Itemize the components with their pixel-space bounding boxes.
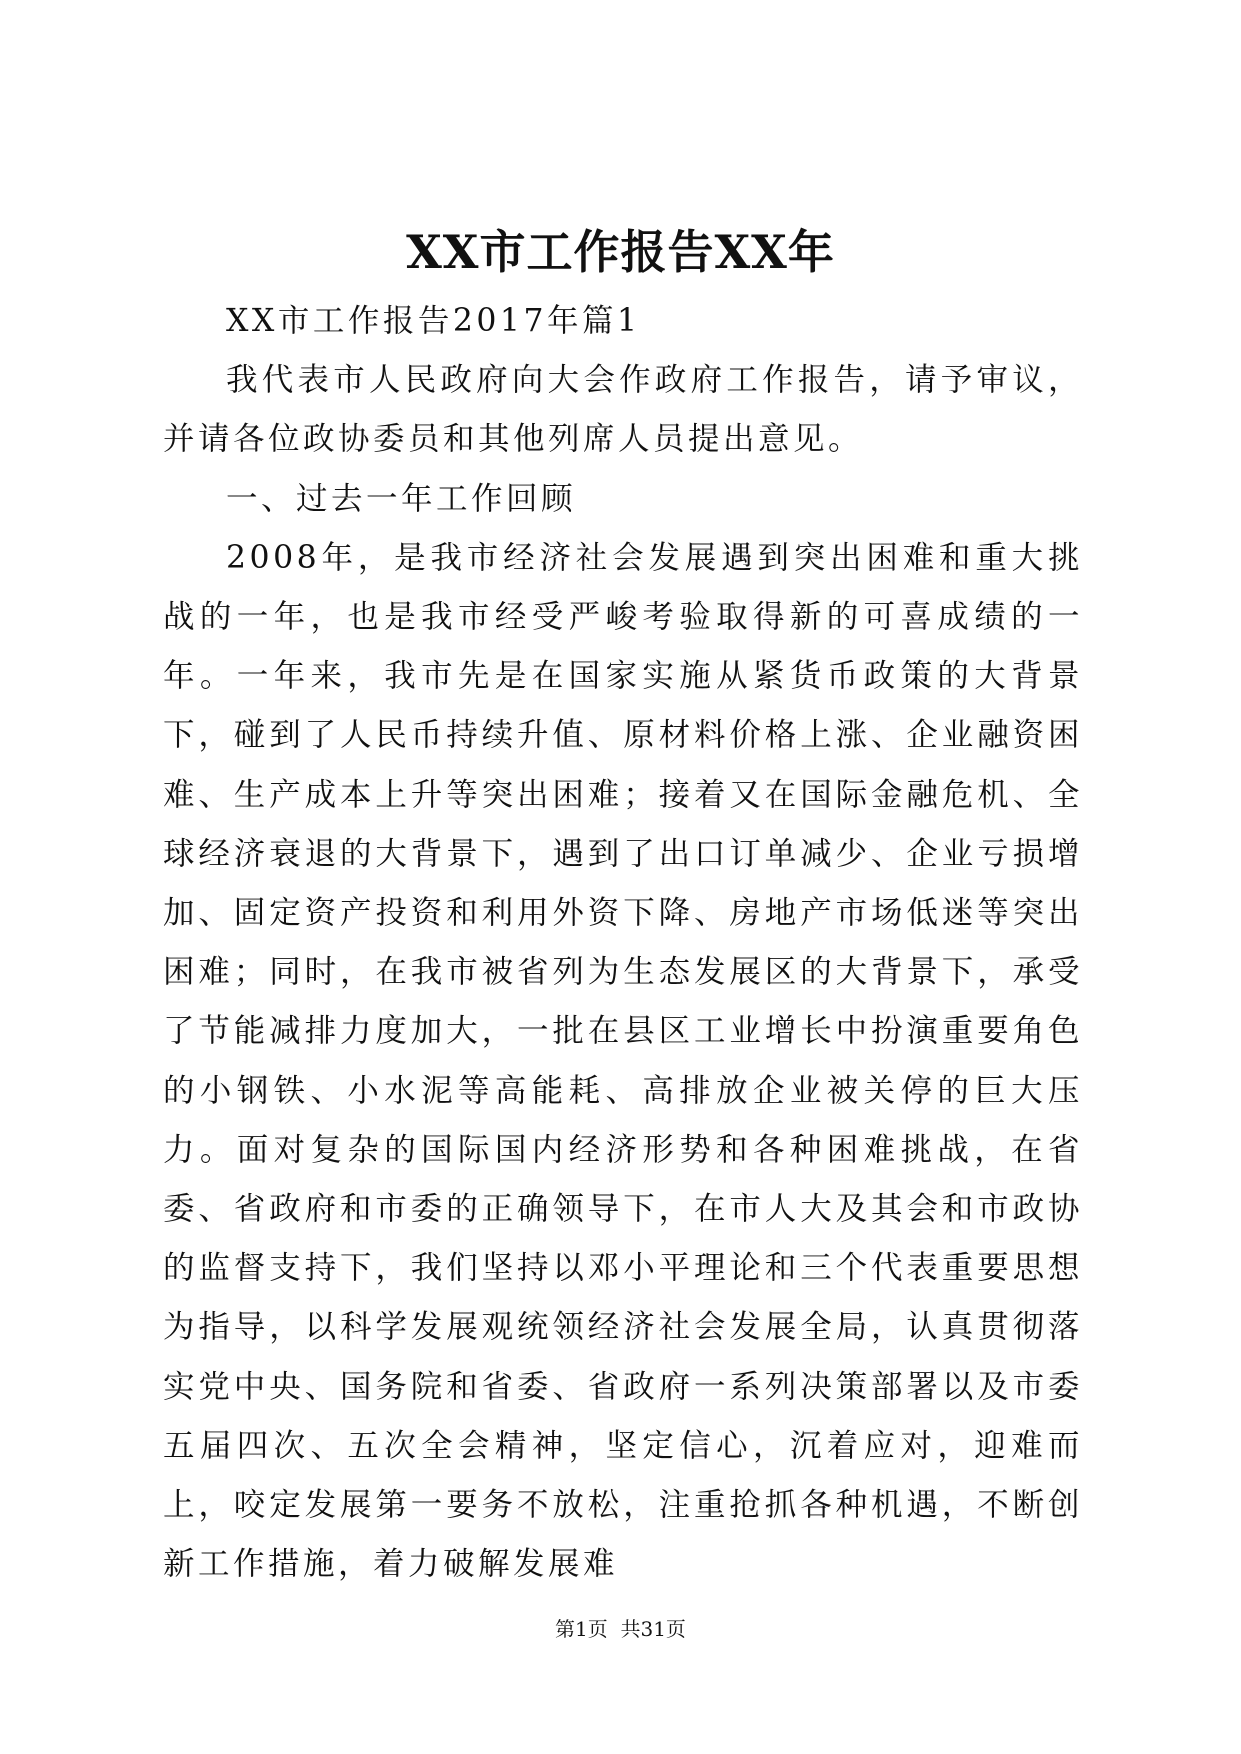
page-footer (0, 1615, 1241, 1643)
subsection-heading: 一、过去一年工作回顾 (226, 480, 577, 517)
section-heading: XX市工作报告2017年篇1 (226, 303, 641, 339)
paragraph-intro: 我代表市人民政府向大会作政府工作报告，请予审议，并请各位政协委员和其他列席人员提出意见。 (163, 362, 1083, 458)
paragraph-review: 2008年，是我市经济社会发展遇到突出困难和重大挑战的一年，也是我市经受严峻考验取得新的可喜成绩的一年。一年来，我市先是在国家实施从紧货币政策的大背景下，碰到了人民币持续升值、原材料价格上涨、企业融资困难、生产成本上升等突出困难；接着又在国际金融危机、全球经济衰退的大背景下，遇到了出口订单减少、企业亏损增加、固定资产投资和利用外资下降、房地产市场低迷等突出困难；同时，在我市被省列为生态发展区的大背景下，承受了节能减排力度加大，一批在县区工业增长中扮演重要角色的小钢铁、小水泥等高能耗、高排放企业被关停的巨大压力。面对复杂的国际国内经济形势和各种困难挑战，在省委、省政府和市委的正确领导下，在市人大及其会和市政协的监督支持下，我们坚持以邓小平理论和三个代表重要思想为指导，以科学发展观统领经济社会发展全局，认真贯彻落实党中央、国务院和省委、省政府一系列决策部署以及市委五届四次、五次全会精神，坚定信心，沉着应对，迎难而上，咬定发展第一要务不放松，注重抢抓各种机遇，不断创新工作措施，着力破解发展难 (163, 539, 1083, 1583)
page-number: 第1页 共31页 (555, 1617, 686, 1641)
document-body (163, 292, 1083, 1594)
document-title: XX市工作报告XX年 (406, 225, 835, 279)
